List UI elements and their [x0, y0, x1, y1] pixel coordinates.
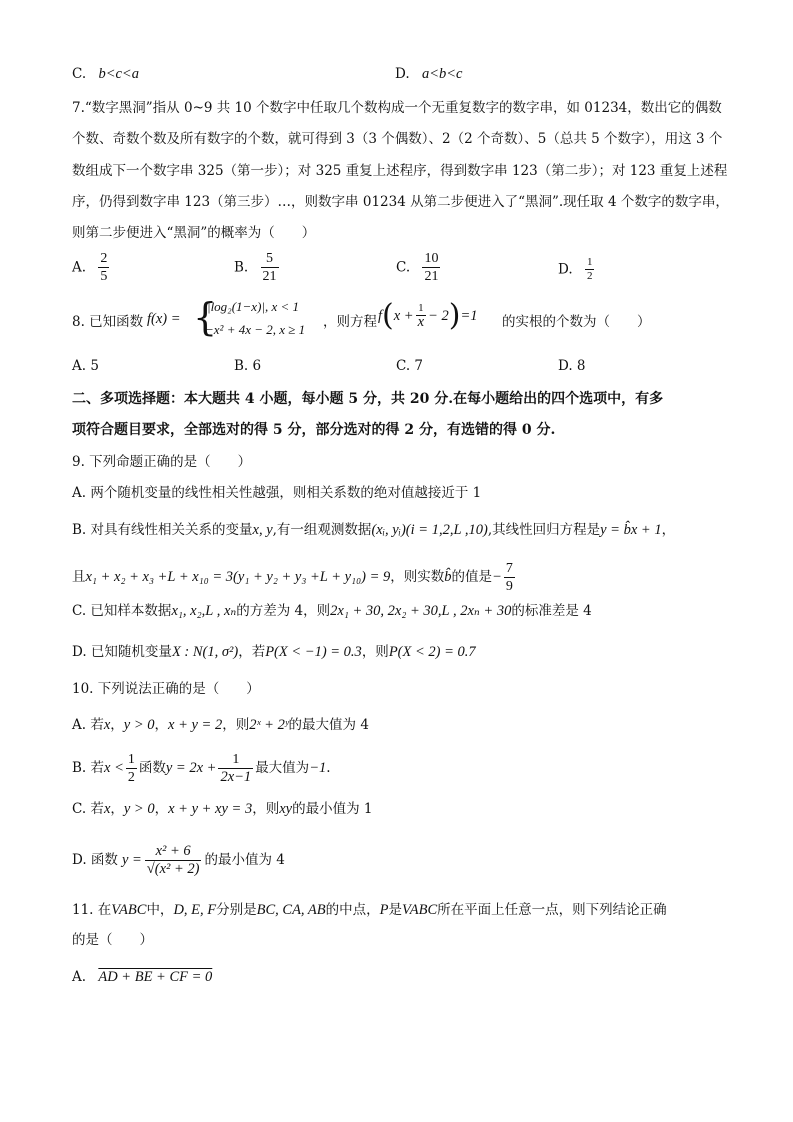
q7-stem-line-5: 则第二步便进入“黑洞”的概率为（ ） — [72, 225, 316, 241]
text: 分别是 — [216, 902, 257, 918]
option-label: D. — [395, 66, 410, 82]
denominator: √(x² + 2) — [146, 861, 200, 877]
q7-stem-line-1: 7.“数字黑洞”指从 0~9 共 10 个数字中任取几个数构成一个无重复数字的数字串，如 01234，数出它的偶数 — [72, 100, 722, 116]
q10-option-d — [72, 838, 285, 882]
numerator: 1 — [416, 302, 426, 316]
math: P(X < −1) = 0.3 — [265, 644, 362, 660]
math: y = — [121, 852, 142, 868]
math: x + y + xy = 3 — [168, 801, 253, 817]
numerator: 10 — [424, 251, 439, 266]
fraction — [422, 250, 440, 285]
numerator: 2 — [100, 251, 108, 266]
numerator: 1 — [218, 751, 253, 769]
q8-option-d: D. 8 — [558, 358, 586, 374]
math: (xᵢ, yᵢ)(i = 1,2,L ,10) — [371, 522, 488, 538]
option-label: C. — [72, 66, 87, 82]
function-name: f — [378, 308, 383, 324]
math: x, y — [252, 522, 273, 538]
option-label: D. — [558, 261, 573, 278]
fraction — [261, 250, 279, 285]
numerator: 7 — [505, 561, 513, 576]
fraction — [218, 751, 253, 786]
math: BC, CA, AB — [256, 902, 326, 918]
denominator: 5 — [100, 269, 108, 284]
text: ，则 — [222, 717, 250, 733]
q9-option-b-line-2 — [72, 560, 515, 595]
text: D. 函数 — [72, 852, 118, 868]
fraction — [416, 302, 426, 329]
q10-option-c — [72, 799, 372, 819]
option-label: A. — [72, 259, 87, 276]
q8-option-a: A. 5 — [72, 358, 99, 374]
numerator: 1 — [586, 256, 593, 268]
q8-fx: f(x) = — [147, 311, 181, 327]
numerator: 1 — [127, 752, 135, 767]
math: x₁, x₂,L , xₙ — [171, 603, 237, 619]
math: 2ˣ + 2ʸ — [249, 717, 289, 733]
q7-stem-line-2: 个数、奇数个数及所有数字的个数，就可得到 3（3 个偶数）、2（2 个奇数）、5（总共 5 个数字），用这 3 个 — [72, 131, 723, 147]
q8-case-1: |log₂(1−x)|, x < 1 — [207, 299, 300, 314]
math: 2x₁ + 30, 2x₂ + 30,L , 2xₙ + 30 — [330, 603, 512, 619]
text: 的中点， — [325, 902, 380, 918]
option-label: B. — [234, 259, 249, 276]
q10-option-a — [72, 715, 369, 735]
math: X : N(1, σ²) — [171, 644, 239, 660]
math: x — [103, 801, 111, 817]
inner-expression: − 2 — [428, 308, 449, 324]
option-expression: a<b<c — [421, 66, 463, 82]
math: VABC — [111, 902, 147, 918]
math: y > 0 — [123, 801, 155, 817]
text: ， — [110, 717, 124, 733]
denominator: 21 — [262, 269, 277, 284]
q9-option-a: A. 两个随机变量的线性相关性越强，则相关系数的绝对值越接近于 1 — [72, 485, 482, 501]
text: 的最大值为 4 — [288, 717, 369, 733]
fraction — [126, 751, 137, 786]
text: ，则 — [361, 644, 389, 660]
inner-expression: x + — [393, 308, 414, 324]
text: ， — [154, 801, 169, 817]
math: D, E, F — [173, 902, 217, 918]
math: b̂ — [444, 569, 452, 585]
text: A. 若 — [72, 717, 104, 733]
text: ，则 — [252, 801, 280, 817]
q7-option-a — [72, 250, 109, 285]
math: P(X < 2) = 0.7 — [388, 644, 476, 660]
right-paren: ) — [448, 298, 461, 333]
option-expression: b<c<a — [98, 66, 139, 82]
section-2-heading-line-1: 二、多项选择题：本大题共 4 小题，每小题 5 分，共 20 分.在每小题给出的四个选项中，有多 — [72, 391, 664, 407]
text: ，若 — [238, 644, 266, 660]
q7-option-d — [558, 256, 594, 283]
text: 最大值为 — [255, 760, 310, 776]
math: y = b̂x + 1 — [600, 522, 662, 538]
text: ，则实数 — [390, 569, 445, 585]
math: − — [492, 569, 502, 585]
option-label: C. — [396, 259, 411, 276]
numerator: 5 — [261, 250, 279, 268]
denominator: 2 — [586, 270, 593, 282]
q9-stem: 9. 下列命题正确的是（ ） — [72, 454, 252, 470]
fraction — [504, 560, 515, 595]
math: x + y = 2 — [168, 717, 223, 733]
option-label: A. — [72, 969, 87, 985]
text: 所在平面上任意一点，则下列结论正确 — [437, 902, 667, 918]
q8-case-2: −x² + 4x − 2, x ≥ 1 — [205, 322, 306, 337]
text: C. 已知样本数据 — [72, 603, 172, 619]
q6-option-c — [72, 66, 139, 83]
denominator: 21 — [424, 269, 439, 284]
q8-option-c: C. 7 — [396, 358, 424, 374]
q7-stem-line-3: 数组成下一个数字串 325（第一步）；对 325 重复上述程序，得到数字串 123（第二步）；对 123 重复上述程 — [72, 163, 728, 179]
math: y = 2x + — [165, 760, 217, 776]
fraction — [145, 843, 202, 878]
vector-equation: AD + BE + CF = 0 — [98, 969, 213, 985]
q8-suffix: 的实根的个数为（ ） — [502, 314, 651, 330]
left-paren: ( — [382, 298, 394, 333]
q8-mid-text: ，则方程 — [323, 314, 377, 330]
denominator: x — [417, 314, 425, 330]
math: VABC — [402, 902, 438, 918]
math: x₁ + x₂ + x₃ +L + x₁₀ = 3(y₁ + y₂ + y₃ +L + y₁₀) = 9 — [85, 569, 391, 585]
q8-prefix: 8. 已知函数 — [72, 314, 144, 330]
q9-option-c — [72, 601, 592, 621]
text: ， — [154, 717, 169, 733]
text: 中， — [146, 902, 174, 918]
q6-option-d — [395, 66, 462, 83]
text: ,有一组观测数据 — [272, 522, 372, 538]
q7-option-b — [234, 250, 279, 285]
equals-one: =1 — [460, 308, 478, 324]
text: C. 若 — [72, 801, 104, 817]
math: P — [379, 902, 389, 918]
q11-stem-line-1 — [72, 900, 667, 920]
q9-option-d — [72, 642, 476, 662]
text: 的标准差是 4 — [511, 603, 592, 619]
section-2-heading-line-2: 项符合题目要求，全部选对的得 5 分，部分选对的得 2 分，有选错的得 0 分. — [72, 422, 556, 438]
text: 函数 — [138, 760, 166, 776]
numerator: x² + 6 — [145, 843, 202, 861]
fraction — [98, 250, 109, 285]
text: 是 — [388, 902, 402, 918]
piecewise-brace-icon: { — [193, 295, 218, 339]
text: ， — [110, 801, 124, 817]
text: B. 对具有线性相关关系的变量 — [72, 522, 253, 538]
text: ， — [661, 522, 676, 538]
math: x < — [104, 760, 124, 776]
fraction — [585, 256, 595, 283]
text: 11. 在 — [72, 902, 112, 918]
math: x — [103, 717, 111, 733]
math: −1 — [309, 760, 327, 776]
text: ,其线性回归方程是 — [487, 522, 601, 538]
text: 的最小值为 4 — [204, 852, 285, 868]
text: 且 — [72, 569, 86, 585]
q10-option-b — [72, 750, 331, 786]
q9-option-b-line-1 — [72, 520, 675, 540]
text: B. 若 — [72, 760, 105, 776]
q7-stem-line-4: 序，仍得到数字串 123（第三步）…，则数字串 01234 从第二步便进入了“黑洞”.现任取 4 个数字的数字串， — [72, 194, 729, 210]
q7-option-c — [396, 250, 440, 285]
q10-stem: 10. 下列说法正确的是（ ） — [72, 681, 260, 697]
text: 的值是 — [451, 569, 493, 585]
math: y > 0 — [123, 717, 155, 733]
q8-equation — [378, 298, 477, 333]
denominator: 2 — [127, 770, 135, 785]
text: 的最小值为 1 — [292, 801, 373, 817]
text: . — [326, 760, 331, 776]
text: D. 已知随机变量 — [72, 644, 172, 660]
q11-stem-line-2: 的是（ ） — [72, 932, 153, 948]
q11-option-a — [72, 967, 212, 987]
text: 的方差为 4，则 — [236, 603, 331, 619]
math: xy — [279, 801, 293, 817]
denominator: 9 — [505, 579, 513, 594]
q8-option-b: B. 6 — [234, 358, 262, 374]
denominator: 2x−1 — [220, 769, 252, 785]
